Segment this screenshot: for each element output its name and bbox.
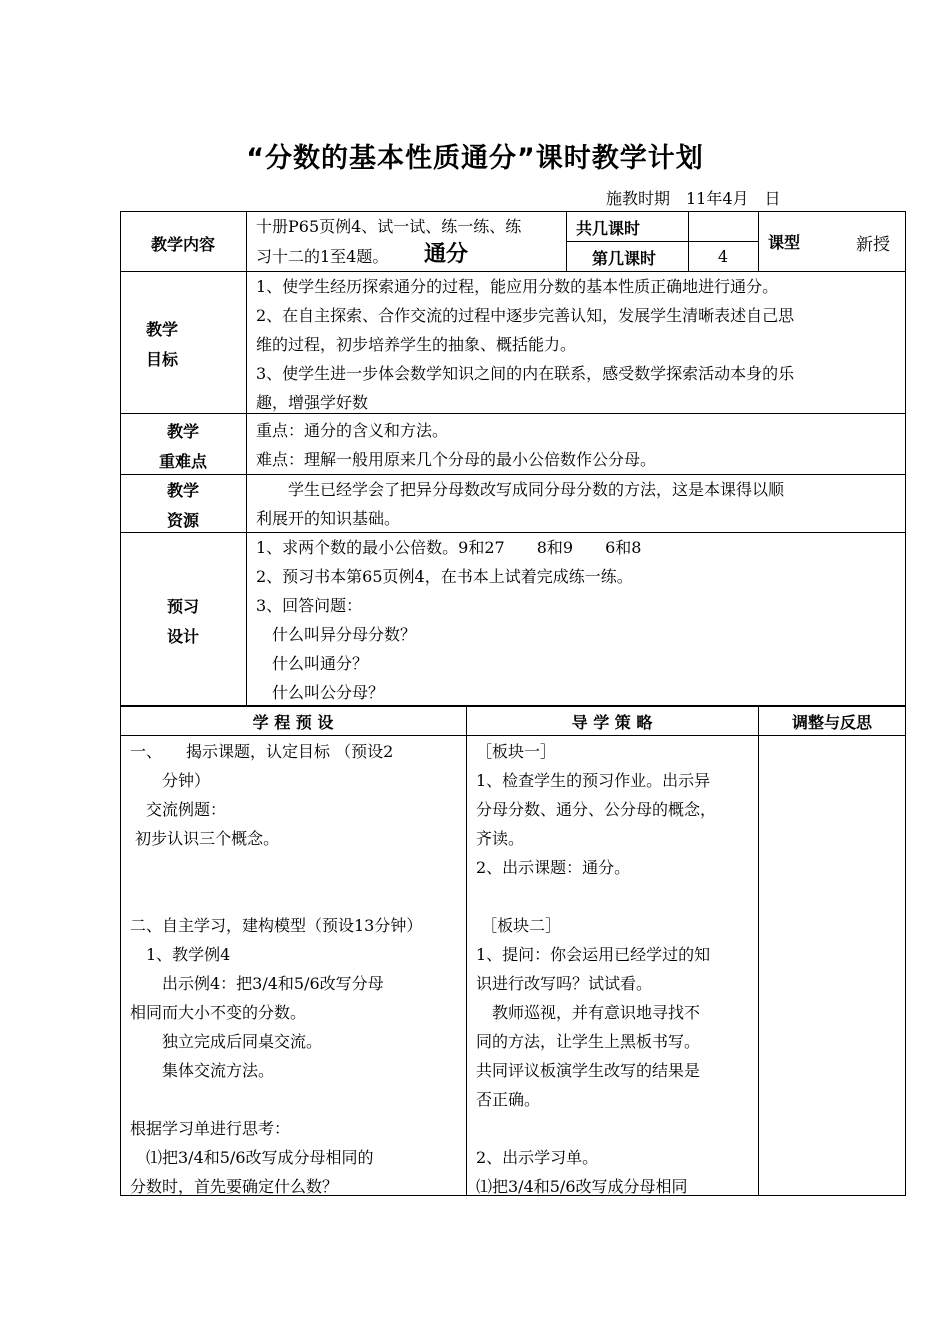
resources-label-1: 教学	[166, 481, 199, 500]
preview-line: 什么叫异分母分数？	[256, 625, 417, 644]
strategy-line: 1、检查学生的预习作业。出示异	[476, 771, 711, 790]
resources-label-2: 资源	[166, 511, 199, 530]
objective-line: 趣，增强学好数	[256, 393, 369, 412]
objective-line: 维的过程，初步培养学生的抽象、概括能力。	[256, 335, 577, 354]
plan-line: 相同而大小不变的分数。	[130, 1003, 307, 1022]
preview-label-1: 预习	[166, 597, 199, 616]
strategy-column	[476, 737, 756, 1201]
lesson-type-label: 课型	[768, 233, 801, 252]
plan-line: 1、教学例4	[130, 945, 231, 964]
strategy-line: 识进行改写吗？试试看。	[476, 974, 653, 993]
date-line: 施教时期 11年4月 日	[606, 189, 781, 208]
strategy-line	[476, 1114, 756, 1143]
strategy-line: 共同评议板演学生改写的结果是	[476, 1061, 701, 1080]
strategy-line: 1、提问：你会运用已经学过的知	[476, 945, 711, 964]
plan-line: 初步认识三个概念。	[130, 829, 280, 848]
strategy-line: 2、出示学习单。	[476, 1148, 599, 1167]
plan-line: 分数时，首先要确定什么数？	[130, 1177, 339, 1196]
strategy-line: 齐读。	[476, 829, 525, 848]
lesson-number-label: 第几课时	[592, 249, 657, 268]
plan-line: 二、自主学习，建构模型（预设13分钟）	[130, 916, 423, 935]
plan-line: 交流例题：	[130, 800, 227, 819]
preview-line: 什么叫公分母？	[256, 683, 385, 702]
strategy-line: ⑴把3/4和5/6改写成分母相同	[476, 1177, 688, 1196]
teaching-content-text-2: 习十二的1至4题。	[256, 247, 389, 266]
objective-line: 2、在自主探索、合作交流的过程中逐步完善认知，发展学生清晰表述自己思	[256, 306, 795, 325]
keypoint-line: 难点：理解一般用原来几个分母的最小公倍数作公分母。	[256, 450, 657, 469]
plan-line: 独立完成后同桌交流。	[130, 1032, 323, 1051]
keypoints-label-1: 教学	[166, 422, 199, 441]
objectives-label-1: 教学	[146, 320, 179, 339]
objective-line: 1、使学生经历探索通分的过程，能应用分数的基本性质正确地进行通分。	[256, 277, 779, 296]
plan-column	[130, 737, 464, 1201]
plan-line	[130, 882, 464, 911]
objectives-label-2: 目标	[146, 350, 179, 369]
teaching-content-text: 十册P65页例4、试一试、练一练、练	[256, 217, 522, 236]
column-header-reflection: 调整与反思	[791, 713, 872, 732]
strategy-line: 2、出示课题：通分。	[476, 858, 631, 877]
preview-line: 2、预习书本第65页例4，在书本上试着完成练一练。	[256, 567, 633, 586]
plan-line: 出示例4：把3/4和5/6改写分母	[130, 974, 384, 993]
strategy-line: 否正确。	[476, 1090, 541, 1109]
lesson-number-value: 4	[717, 247, 729, 266]
column-header-plan: 学 程 预 设	[252, 713, 334, 732]
strategy-line: ［板块二］	[476, 916, 562, 935]
strategy-line: 教师巡视，并有意识地寻找不	[476, 1003, 701, 1022]
keypoint-line: 重点：通分的含义和方法。	[256, 421, 449, 440]
plan-line: 一、 揭示课题，认定目标 （预设2	[130, 742, 394, 761]
strategy-line: 分母分数、通分、公分母的概念，	[476, 800, 717, 819]
resources-line: 学生已经学会了把异分母数改写成同分母分数的方法，这是本课得以顺	[256, 480, 785, 499]
plan-line: 根据学习单进行思考：	[130, 1119, 291, 1138]
strategy-line: ［板块一］	[476, 742, 557, 761]
objective-line: 3、使学生进一步体会数学知识之间的内在联系，感受数学探索活动本身的乐	[256, 364, 795, 383]
lesson-type-value: 新授	[856, 235, 890, 255]
total-lessons-label: 共几课时	[576, 219, 641, 238]
preview-line: 1、求两个数的最小公倍数。9和27 8和9 6和8	[256, 538, 642, 557]
teaching-content-topic: 通分	[424, 242, 469, 267]
resources-line: 利展开的知识基础。	[256, 509, 401, 528]
teaching-content-label: 教学内容	[150, 235, 215, 254]
plan-line	[130, 1085, 464, 1114]
plan-line: ⑴把3/4和5/6改写成分母相同的	[130, 1148, 374, 1167]
preview-label-2: 设计	[166, 627, 199, 646]
plan-line	[130, 853, 464, 882]
preview-line: 什么叫通分？	[256, 654, 369, 673]
strategy-line: 同的方法，让学生上黑板书写。	[476, 1032, 701, 1051]
reflection-column	[760, 737, 904, 1194]
keypoints-label-2: 重难点	[158, 452, 207, 471]
plan-line: 分钟）	[130, 771, 211, 790]
column-header-strategy: 导 学 策 略	[571, 713, 653, 732]
preview-line: 3、回答问题：	[256, 596, 363, 615]
plan-line: 集体交流方法。	[130, 1061, 275, 1080]
strategy-line	[476, 882, 756, 911]
page-title: “分数的基本性质通分”课时教学计划	[246, 143, 704, 174]
